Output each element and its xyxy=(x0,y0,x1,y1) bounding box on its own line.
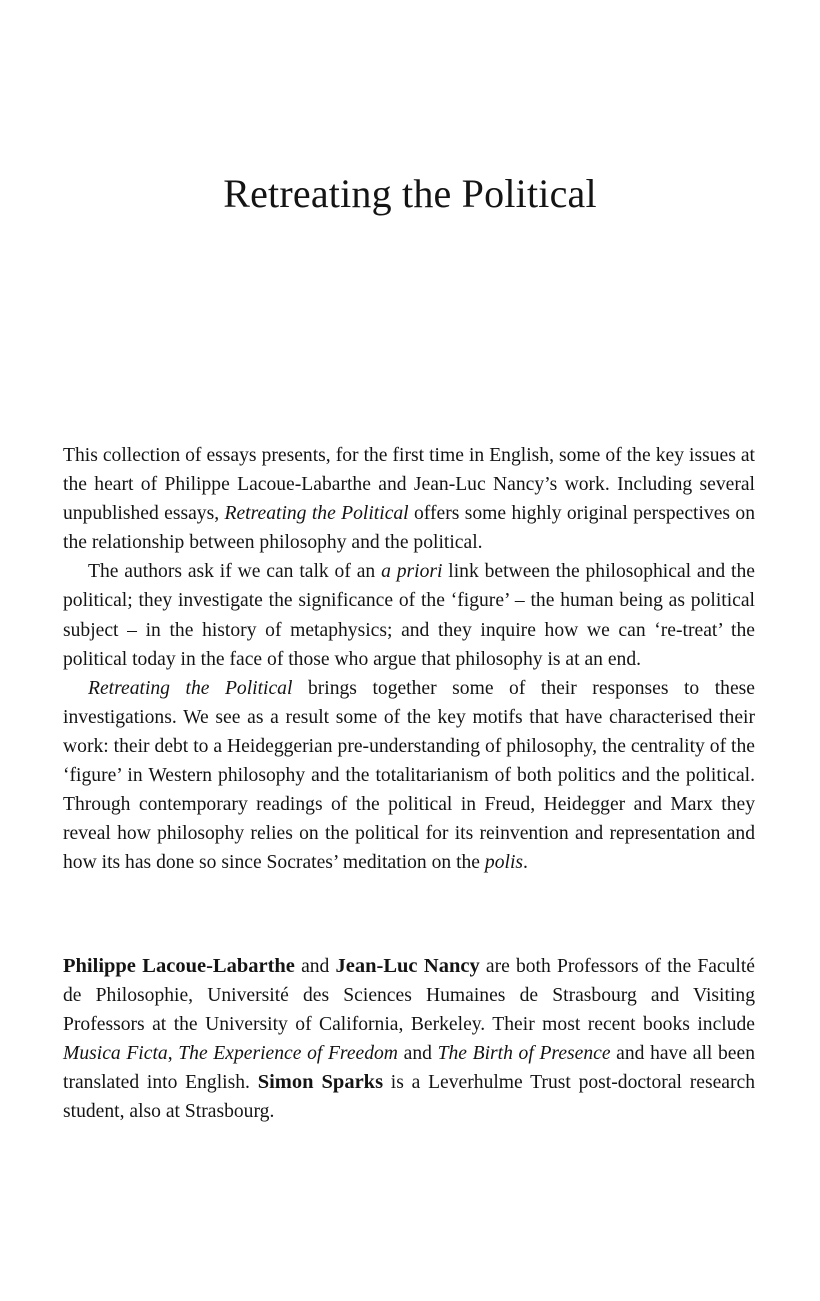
author-name-2: Jean-Luc Nancy xyxy=(335,955,480,977)
book-title: Retreating the Political xyxy=(223,171,597,216)
p1-text-a: This collection of essays presents, for the first time in English, some of the key issues at the heart of Philippe Lacoue-Labarthe and Jean-Luc Nancy’s work. Including several unpublished essays, xyxy=(63,445,755,525)
book-description xyxy=(63,441,755,877)
description-paragraph-3 xyxy=(63,674,755,878)
p3-text-a: brings together some of their responses to these investigations. We see as a result some of the key motifs that have characterised their work: their debt to a Heideggerian pre-understanding of philosophy, the centrality of the ‘figure’ in Western philosophy and the totalitarianism of both politics and the political. Through contemporary readings of the political in Freud, Heidegger and Marx they reveal how philosophy relies on the political for its reinvention and representation and how its has done so since Socrates’ meditation on the xyxy=(63,677,756,874)
bio-and-2: and xyxy=(397,1043,438,1065)
bio-text-3: is a Leverhulme Trust post-doctoral research student, also at Strasbourg. xyxy=(63,1072,755,1123)
author-name-1: Philippe Lacoue-Labarthe xyxy=(63,955,295,977)
bio-comma: , xyxy=(167,1043,179,1065)
book-title-1: Musica Ficta xyxy=(63,1043,168,1065)
bio-text-1: are both Professors of the Faculté de Philosophie, Université des Sciences Humaines de Strasbourg and Visiting Professors at the University of California, Berkeley. Their most recent books include xyxy=(63,956,755,1036)
p2-text-b: link between the philosophical and the political; they investigate the significance of the ‘figure’ – the human being as political subject – in the history of metaphysics; and they inquire how we can ‘re-treat’ the political today in the face of those who argue that philosophy is at an end. xyxy=(63,561,755,670)
p3-text-b: . xyxy=(523,852,528,874)
bio-and: and xyxy=(294,956,336,977)
editor-name: Simon Sparks xyxy=(257,1071,384,1094)
p1-text-b: offers some highly original perspectives on the relationship between philosophy and the political. xyxy=(63,503,755,554)
book-title-3: The Birth of Presence xyxy=(437,1043,611,1065)
author-bio xyxy=(63,952,755,1127)
p3-italic-polis: polis xyxy=(484,852,524,874)
description-paragraph-1 xyxy=(63,441,755,557)
p2-text-a: The authors ask if we can talk of an xyxy=(88,561,382,583)
p2-italic-term: a priori xyxy=(381,561,443,583)
p3-italic-title: Retreating the Political xyxy=(88,677,293,699)
description-paragraph-2 xyxy=(63,557,755,673)
book-title-2: The Experience of Freedom xyxy=(178,1043,398,1065)
bio-text-2: and have all been translated into English. xyxy=(63,1043,755,1094)
p1-italic-title: Retreating the Political xyxy=(224,503,409,525)
